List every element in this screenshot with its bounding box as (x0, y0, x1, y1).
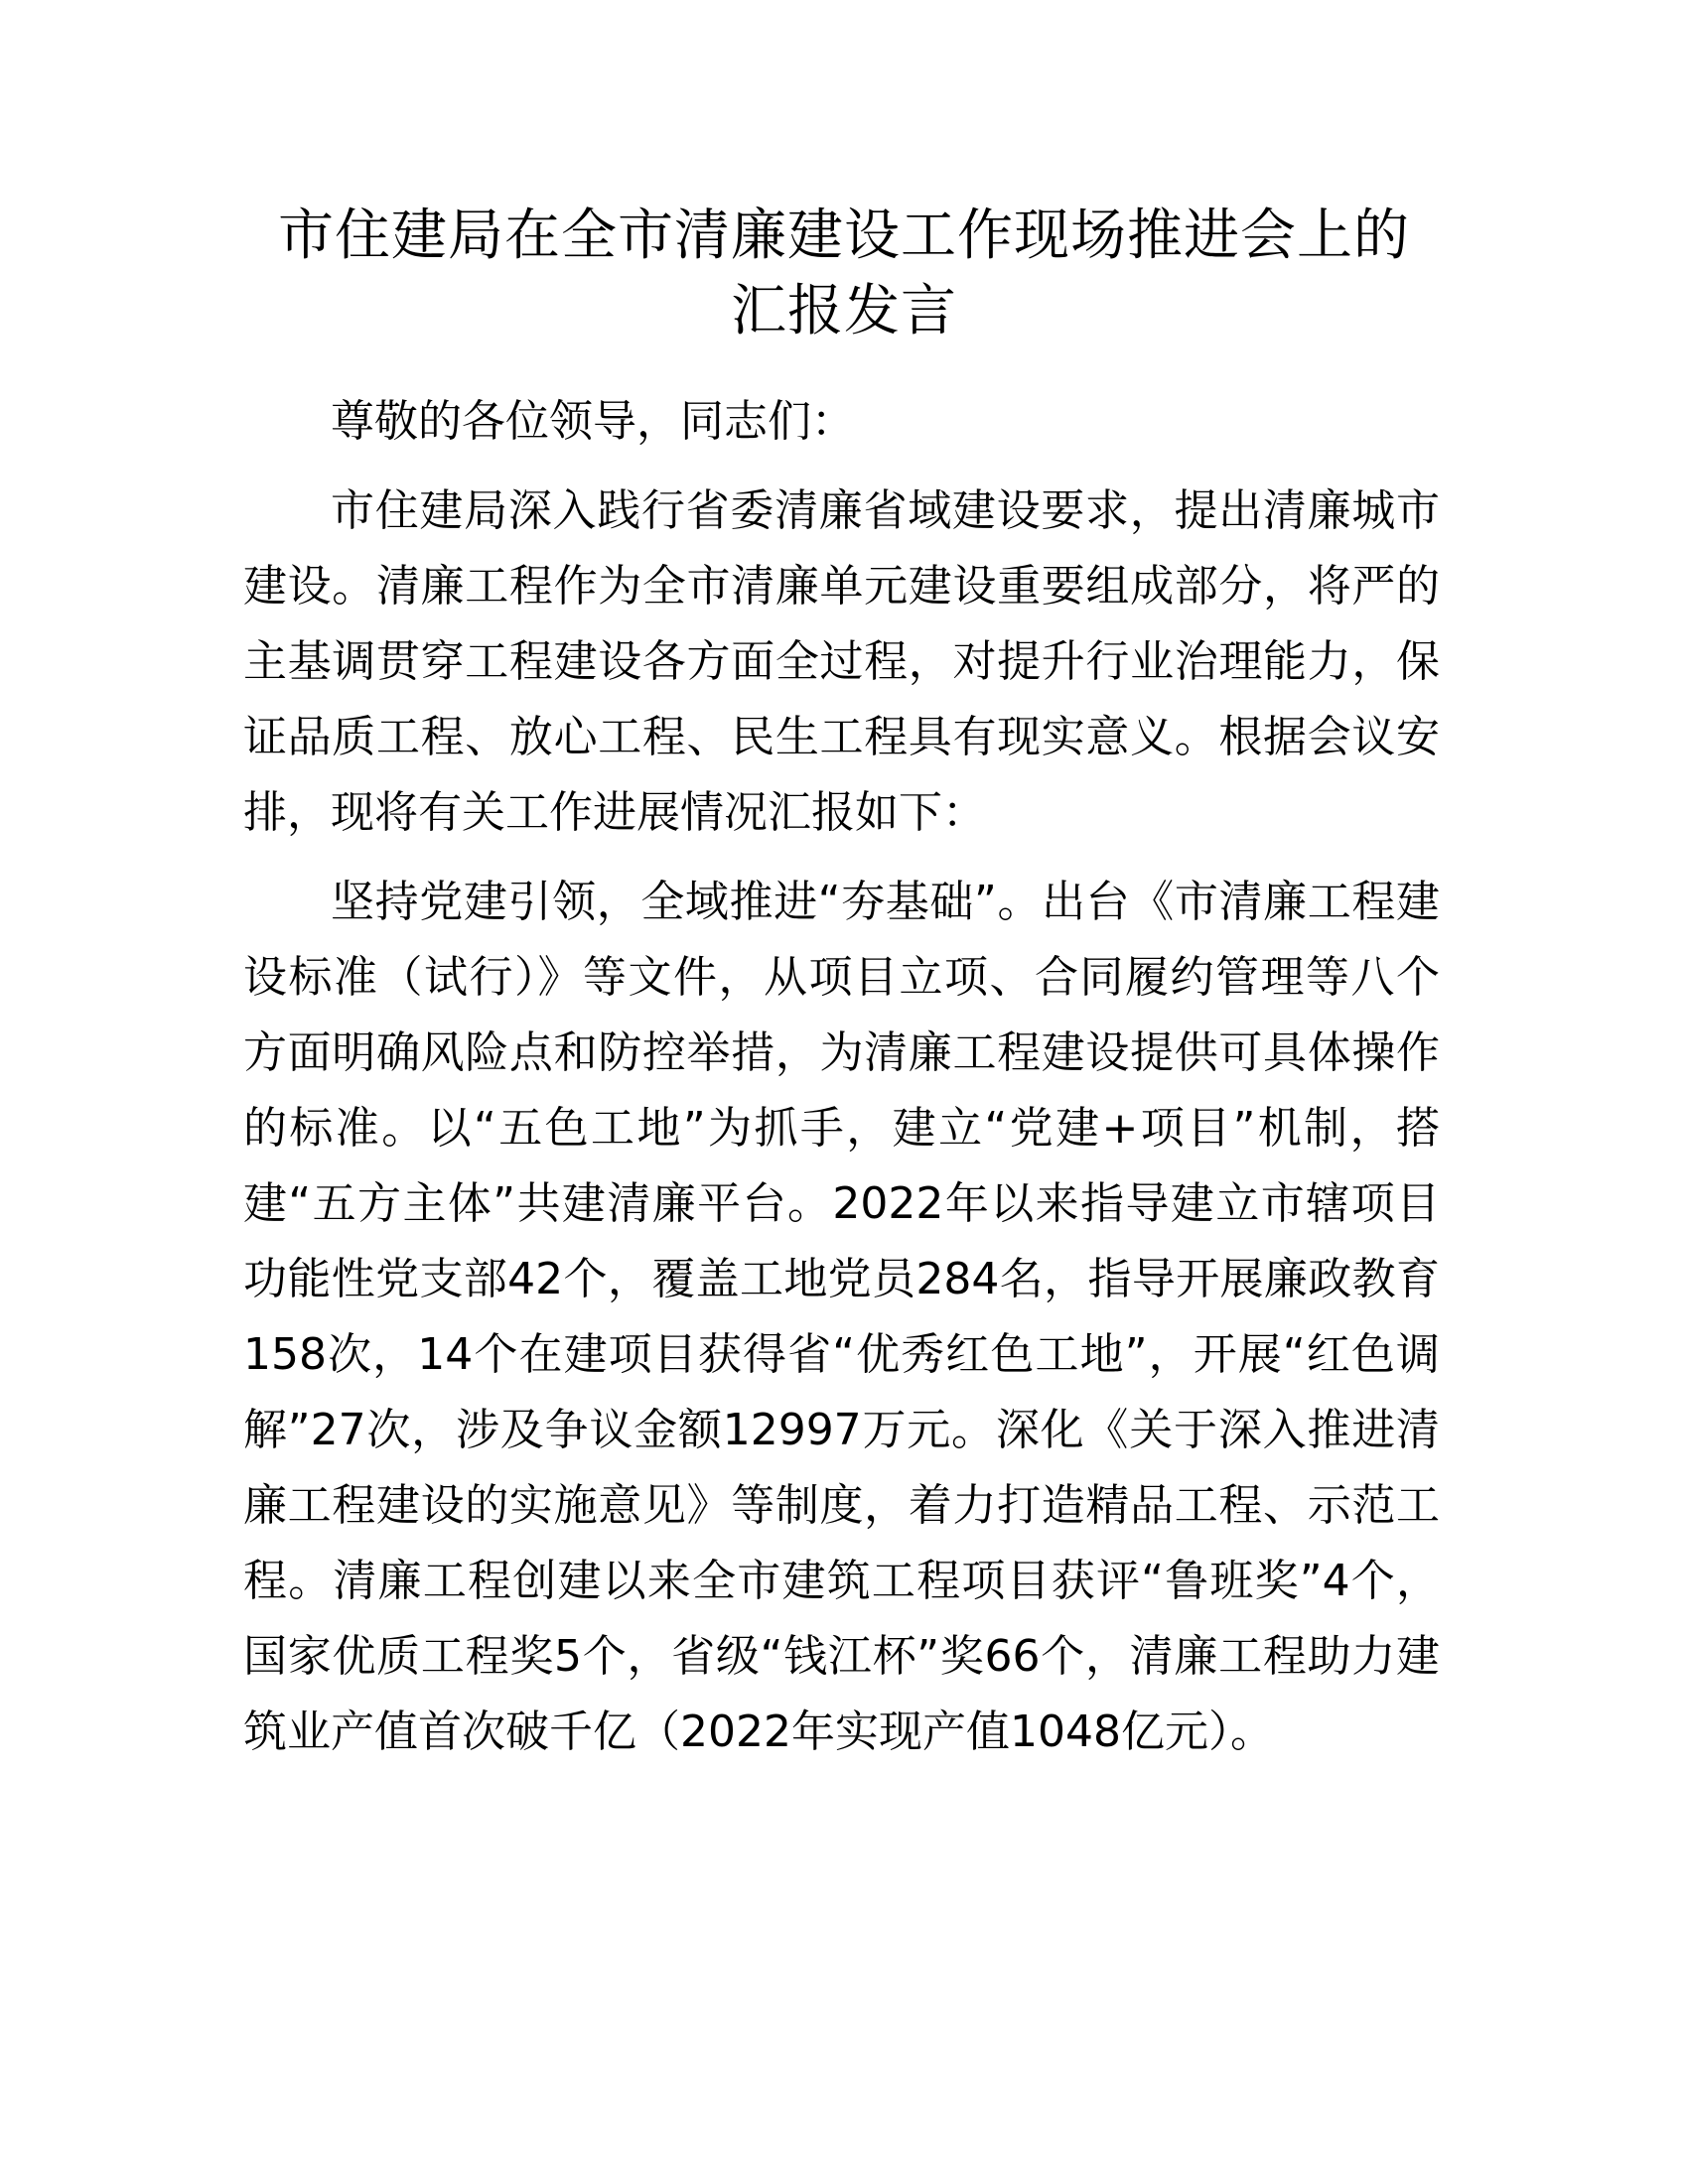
title-line-2: 汇报发言 (731, 279, 957, 343)
paragraph-intro: 市住建局深入践行省委清廉省域建设要求，提出清廉城市建设。清廉工程作为全市清廉单元建设重要组成部分，将严的主基调贯穿工程建设各方面全过程，对提升行业治理能力，保证品质工程、放心工程、民生工程具有现实意义。根据会议安排，现将有关工作进展情况汇报如下： (243, 485, 1440, 838)
salutation: 尊敬的各位领导，同志们： (331, 396, 855, 447)
document-body (243, 384, 1440, 1784)
paragraph-party-building: 坚持党建引领，全域推进“夯基础”。出台《市清廉工程建设标准（试行）》等文件，从项目立项、合同履约管理等八个方面明确风险点和防控举措，为清廉工程建设提供可具体操作的标准。以“五色工地”为抓手，建立“党建+项目”机制，搭建“五方主体”共建清廉平台。2022年以来指导建立市辖项目功能性党支部42个，覆盖工地党员284名，指导开展廉政教育158次，14个在建项目获得省“优秀红色工地”，开展“红色调解”27次，涉及争议金额12997万元。深化《关于深入推进清廉工程建设的实施意见》等制度，着力打造精品工程、示范工程。清廉工程创建以来全市建筑工程项目获评“鲁班奖”4个，国家优质工程奖5个，省级“钱江杯”奖66个，清廉工程助力建筑业产值首次破千亿（2022年实现产值1048亿元）。 (243, 877, 1440, 1757)
title-line-1: 市住建局在全市清廉建设工作现场推进会上的 (278, 204, 1410, 268)
document-title (238, 199, 1450, 349)
